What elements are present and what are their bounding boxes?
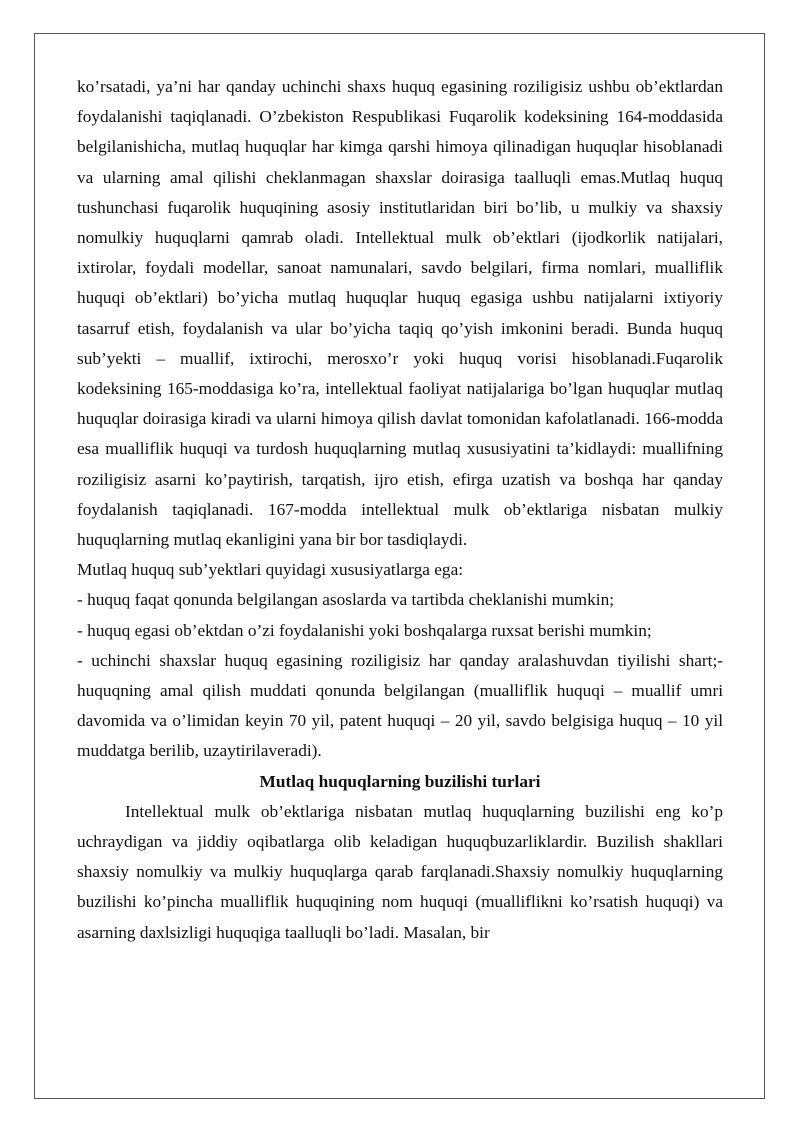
- list-item: - huquq egasi ob’ektdan o’zi foydalanishi yoki boshqalarga ruxsat berishi mumkin;: [77, 620, 652, 640]
- document-body: [77, 72, 723, 948]
- body-paragraph: Intellektual mulk ob’ektlariga nisbatan mutlaq huquqlarning buzilishi eng ko’p uchraydigan va jiddiy oqibatlarga olib keladigan huquqbuzarliklardir. Buzilish shakllari shaxsiy nomulkiy va mulkiy huquqlarga qarab farqlanadi.Shaxsiy nomulkiy huquqlarning buzilishi ko’pincha mualliflik huquqining nom huquqi (mualliflikni ko’rsatish huquqi) va asarning daxlsizligi huquqiga taalluqli bo’ladi. Masalan, bir: [77, 801, 723, 942]
- body-paragraph: ko’rsatadi, ya’ni har qanday uchinchi shaxs huquq egasining roziligisiz ushbu ob’ektlardan foydalanishi taqiqlanadi. O’zbekiston Respublikasi Fuqarolik kodeksining 164-moddasida belgilanishicha, mutlaq huquqlar har kimga qarshi himoya qilinadigan huquqlar hisoblanadi va ularning amal qilishi cheklanmagan shaxslar doirasiga taalluqli emas.Mutlaq huquq tushunchasi fuqarolik huquqining asosiy institutlaridan biri bo’lib, u mulkiy va shaxsiy nomulkiy huquqlarni qamrab oladi. Intellektual mulk ob’ektlari (ijodkorlik natijalari, ixtirolar, foydali modellar, sanoat namunalari, savdo belgilari, firma nomlari, mualliflik huquqi ob’ektlari) bo’yicha mutlaq huquqlar huquq egasiga ushbu natijalarni ixtiyoriy tasarruf etish, foydalanish va ular bo’yicha taqiq qo’yish imkonini beradi. Bunda huquq sub’yekti – muallif, ixtirochi, merosxo’r yoki huquq vorisi hisoblanadi.Fuqarolik kodeksining 165-moddasiga ko’ra, intellektual faoliyat natijalariga bo’lgan huquqlar mutlaq huquqlar doirasiga kiradi va ularni himoya qilish davlat tomonidan kafolatlanadi. 166-modda esa mualliflik huquqi va turdosh huquqlarning mutlaq xususiyatini ta’kidlaydi: muallifning roziligisiz asarni ko’paytirish, tarqatish, ijro etish, efirga uzatish va boshqa har qanday foydalanish taqiqlanadi. 167-modda intellektual mulk ob’ektlariga nisbatan mulkiy huquqlarning mutlaq ekanligini yana bir bor tasdiqlaydi.: [77, 77, 723, 550]
- list-item: - uchinchi shaxslar huquq egasining roziligisiz har qanday aralashuvdan tiyilishi shart;- huquqning amal qilish muddati qonunda belgilangan (mualliflik huquqi – muallif umri davomida va o’limidan keyin 70 yil, patent huquqi – 20 yil, savdo belgisiga huquq – 10 yil muddatga berilib, uzaytirilaveradi).: [77, 650, 723, 761]
- list-item: - huquq faqat qonunda belgilangan asoslarda va tartibda cheklanishi mumkin;: [77, 590, 615, 610]
- list-intro: Mutlaq huquq sub’yektlari quyidagi xususiyatlarga ega:: [77, 560, 464, 580]
- section-heading: Mutlaq huquqlarning buzilishi turlari: [259, 771, 541, 791]
